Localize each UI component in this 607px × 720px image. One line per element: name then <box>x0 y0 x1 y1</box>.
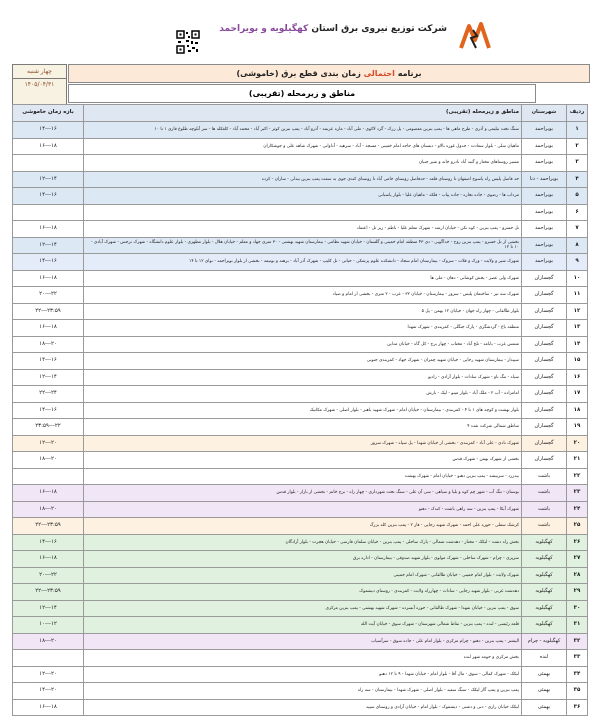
row-city: گچساران <box>522 402 567 419</box>
row-time-range: ۲۲---۲۳:۵۹ <box>13 584 84 601</box>
row-city: گچساران <box>522 386 567 403</box>
row-city: بویراحمد <box>522 237 567 254</box>
row-time-range <box>13 155 84 172</box>
row-areas: بوستان - تنگ آب - شهر چم کوه و بلیا و سیاهی - سی آن علی - سنگ تخت شهرداری - چهار راه - برج خاتم - بخشی از بازار - بلوار قدس <box>84 485 522 502</box>
row-areas: سپیدار - بیمارستان شهید رجایی - خیابان شهید چمران - شهرک جهاد - کمربندی جنوبی <box>84 353 522 370</box>
row-number: ۱۵ <box>567 353 588 370</box>
table-row <box>13 584 588 601</box>
row-areas: سیاه - تنگ ناو - شهرک سادات - بلوار آزادی - رادیو <box>84 369 522 386</box>
row-number: ۳ <box>567 155 588 172</box>
row-areas: بخشی از شهرک بهمن - شهرک قدس <box>84 452 522 469</box>
row-city: بویراحمد <box>522 254 567 271</box>
row-areas: پمپ بنزین و پمپ گاز لیکک - سنگ سفید - بلوار اصلی - شهرک شهدا - بیمارستان - سه راه <box>84 683 522 700</box>
row-city: بویراحمد <box>522 204 567 221</box>
row-city: باشت <box>522 485 567 502</box>
row-number: ۳۲ <box>567 633 588 650</box>
row-city: بویراحمد <box>522 138 567 155</box>
row-time-range: ۱۶---۱۸ <box>13 699 84 716</box>
row-time-range: ۱۴---۱۶ <box>13 534 84 551</box>
row-number: ۳۶ <box>567 699 588 716</box>
row-areas: حد فاصل پلیس راه پاسوج اصفهان تا روستای قلعه - حدفاصل روستای خامی آباد تا روستای کندی جوی به سمت پمپ بنزین بیدلی - ساران - کرده <box>84 171 522 188</box>
row-areas: تل خسرو - پمپ بنزین - کوه نکن - خیابان ارشد - شهرک معلم علیا - ناظم - زیر تل - اعتماد <box>84 221 522 238</box>
table-row <box>13 320 588 337</box>
row-number: ۱۶ <box>567 369 588 386</box>
row-areas: منطقه یاغ - گردشگری - پارک جنگلی - کمربندی - شهرک شهدا <box>84 320 522 337</box>
row-time-range: ۱۲---۱۴ <box>13 237 84 254</box>
row-areas: شهرک آبکا - پمپ بنزین - سه راهی باشت - کندک - دهنو <box>84 501 522 518</box>
row-time-range: ۱۶---۱۸ <box>13 270 84 287</box>
row-number: ۹ <box>567 254 588 271</box>
table-row <box>13 221 588 238</box>
header <box>0 0 607 62</box>
row-number: ۳۱ <box>567 617 588 634</box>
company-name-highlight: کهگیلویه و بویراحمد <box>219 24 309 34</box>
header-city: شهرستان <box>522 105 567 122</box>
row-city: کهگیلویه <box>522 617 567 634</box>
row-city: کهگیلویه - چرام <box>522 633 567 650</box>
row-areas: شهرک سه تیر - ساختمان پلیس - سرور - بیمارستان - خیابان ۳۲ - عرب - ۲ متری - بخشی از امام و صیاد <box>84 287 522 304</box>
row-number: ۲۹ <box>567 584 588 601</box>
table-row <box>13 402 588 419</box>
row-time-range: ۱۸---۲۰ <box>13 452 84 469</box>
row-areas: بخشی از تل خسرو - پمپ بنزین روح - خداگویی - دی ۴۳ منطقه امام خمینی و گلستان - خیابان شهید نظامی - بیمارستان شهید بهشتی - ۳۰ متری جهاد و معلم - خیابان هلال - بلوار مطهری - بلوار علوم دانشگاه - شهرک نرجس - شهرک آبادی - ۱۰ تا ۱۲ <box>84 237 522 254</box>
table-row <box>13 683 588 700</box>
row-city: کهگیلویه <box>522 584 567 601</box>
table-row <box>13 122 588 139</box>
row-city: باشت <box>522 468 567 485</box>
row-city: گچساران <box>522 287 567 304</box>
weekday-label: چهار شنبه <box>13 65 66 79</box>
row-areas: بخش مرکزی و حومه شهر لنده <box>84 650 522 667</box>
row-time-range: ۲۲---۲۳:۵۹ <box>13 303 84 320</box>
row-time-range: ۱۲---۲۰ <box>13 666 84 683</box>
row-areas: امامزاده - آب ۲ - ملک آباد - بلوار مینو - لیک - بارش <box>84 386 522 403</box>
row-city: گچساران <box>522 435 567 452</box>
row-time-range: ۱۸---۲۰ <box>13 633 84 650</box>
row-city: کهگیلویه <box>522 600 567 617</box>
row-time-range: ۱۶---۱۸ <box>13 138 84 155</box>
table-row <box>13 303 588 320</box>
row-city: بهمئی <box>522 666 567 683</box>
row-time-range: ۲۳:۵۹---۲۲ <box>13 419 84 436</box>
table-row <box>13 666 588 683</box>
row-number: ۱ <box>567 122 588 139</box>
row-number: ۶ <box>567 204 588 221</box>
row-areas: مناطق شمالی شرکت نفت ۴ <box>84 419 522 436</box>
row-number: ۱۰ <box>567 270 588 287</box>
row-number: ۱۲ <box>567 303 588 320</box>
row-number: ۱۸ <box>567 402 588 419</box>
table-row <box>13 485 588 502</box>
row-number: ۵ <box>567 188 588 205</box>
row-number: ۱۱ <box>567 287 588 304</box>
row-number: ۱۷ <box>567 386 588 403</box>
row-number: ۲۲ <box>567 468 588 485</box>
table-row <box>13 534 588 551</box>
row-time-range <box>13 204 84 221</box>
table-row <box>13 171 588 188</box>
row-city: گچساران <box>522 320 567 337</box>
row-areas: ماهیان سلی - بلوار سعادت - جدول غوره بالاو - دبستان های حاجه امام خمینی - مسجد - آباد - سرهیه - آداوانی - شهرک شاهد علی و جوشکاران <box>84 138 522 155</box>
areas-title: مناطق و زیرمحله (تقریبی) <box>68 84 536 103</box>
company-name-prefix: شرکت توزیع نیروی برق استان <box>311 24 447 34</box>
row-number: ۷ <box>567 221 588 238</box>
row-number: ۲۷ <box>567 551 588 568</box>
row-city: گچساران <box>522 419 567 436</box>
row-number: ۳۰ <box>567 600 588 617</box>
row-areas: مسیر روستاهای مختار و گنبد آباد نادرو خانه و شیر جنبان <box>84 155 522 172</box>
table-row <box>13 155 588 172</box>
row-city: بهمئی <box>522 683 567 700</box>
table-row <box>13 336 588 353</box>
row-city: بویراحمد <box>522 122 567 139</box>
row-city: بهمئی <box>522 699 567 716</box>
table-row <box>13 518 588 535</box>
schedule-table-wrapper <box>12 104 588 716</box>
program-title <box>68 64 590 83</box>
row-city: گچساران <box>522 452 567 469</box>
program-title-suffix: زمان بندی قطع برق (خاموشی) <box>236 69 361 78</box>
row-areas <box>84 204 522 221</box>
row-time-range: ۱۸---۲۰ <box>13 501 84 518</box>
row-areas: سوق - پمپ بنزین - خیابان شهدا - شهرک طالقانی - حوزه آبسرده - شهرک شهید بهشتی - پمپ بنزین مرکزی <box>84 600 522 617</box>
row-time-range: ۱۴---۱۶ <box>13 353 84 370</box>
table-row <box>13 204 588 221</box>
row-areas: بیدزرد - سربیشه - پمپ بنزین دهنو - خیابان امام - شهرک بهشت <box>84 468 522 485</box>
row-city: باشت <box>522 518 567 535</box>
table-row <box>13 452 588 469</box>
row-city: کهگیلویه <box>522 551 567 568</box>
row-time-range: ۱۴---۱۶ <box>13 402 84 419</box>
table-row <box>13 567 588 584</box>
row-city: کهگیلویه <box>522 534 567 551</box>
table-row <box>13 699 588 716</box>
row-areas: مرداب ها - رضوی - جاده تجاره - جاده پیاب - فلکه - ماهیان علیا - بلوار پاسبانی <box>84 188 522 205</box>
qr-code-icon <box>176 30 200 54</box>
row-number: ۱۴ <box>567 336 588 353</box>
row-number: ۲۱ <box>567 452 588 469</box>
row-time-range <box>13 468 84 485</box>
table-header-row <box>13 105 588 122</box>
table-row <box>13 419 588 436</box>
row-city: گچساران <box>522 353 567 370</box>
row-number: ۲۴ <box>567 501 588 518</box>
row-areas: کرشک سفلی - حوزه علی احمد - شهرک شهید رجایی - فاز ۲ - پمپ بنزین کله بزرگ <box>84 518 522 535</box>
table-row <box>13 386 588 403</box>
row-time-range: ۱۴---۲۰ <box>13 683 84 700</box>
row-areas: سرپری - چرام - شهرک ساحلی - شهرک مولوی - بلوار شهید صدوقی - بیمارستان - اداره برق <box>84 551 522 568</box>
table-row <box>13 650 588 667</box>
row-time-range: ۱۴---۱۶ <box>13 254 84 271</box>
schedule-table <box>12 104 588 716</box>
row-city: گچساران <box>522 303 567 320</box>
row-areas: بلوار طالقانی - چهار راه جهان - خیابان ۱۲ بهمن - پل ۵ <box>84 303 522 320</box>
table-row <box>13 270 588 287</box>
row-areas: شهرک شیر و ولایت - ورک و قلات - سروک - بیمارستان امام سجاد - دانشکده علوم پزشکی - حیاتی - تل کلیپ - شهرک آذر آباد - برهنه و بوتیمه - بخشی از بلوار بویراحمد - نوای ۱۲ تا ۱۴ <box>84 254 522 271</box>
row-city: گچساران <box>522 270 567 287</box>
row-areas: الیشتر - پمپ بنزین - دهنو - چرام مرکزی - بلوار امام علی - جاده سوق - سرآسیاب <box>84 633 522 650</box>
table-row <box>13 188 588 205</box>
row-areas: شهرک ولایت - بلوار امام خمینی - خیابان طالقانی - شهرک امام خمینی <box>84 567 522 584</box>
row-time-range: ۱۸---۲۰ <box>13 336 84 353</box>
table-row <box>13 353 588 370</box>
row-number: ۳۵ <box>567 683 588 700</box>
row-time-range: ۱۶---۱۸ <box>13 485 84 502</box>
power-company-logo-icon <box>455 18 495 54</box>
row-city: گچساران <box>522 369 567 386</box>
header-row-number: ردیف <box>567 105 588 122</box>
row-areas: شهرک ولی عصر - بخش کوشانی - دهان - ملی ها <box>84 270 522 287</box>
table-row <box>13 138 588 155</box>
program-title-prefix: برنامه <box>397 69 422 78</box>
row-time-range: ۱۲---۱۴ <box>13 369 84 386</box>
row-city: بویراحمد - دنا <box>522 171 567 188</box>
table-row <box>13 468 588 485</box>
row-number: ۱۳ <box>567 320 588 337</box>
row-number: ۲۶ <box>567 534 588 551</box>
row-areas: لیکک - شهرک کمالی - سوق - مال آقا - بلوار امام - خیابان شهدا - ۹ تا ۱۲ دهنو <box>84 666 522 683</box>
row-number: ۲۰ <box>567 435 588 452</box>
header-areas: مناطق و زیرمحله (تقریبی) <box>84 105 522 122</box>
table-body <box>13 122 588 716</box>
row-number: ۲۳ <box>567 485 588 502</box>
row-number: ۱۹ <box>567 419 588 436</box>
row-areas: شهرک نادی - علی آباد - کمربندی - بخشی از خیابان شهدا - پل سپاه - شهرک سرور <box>84 435 522 452</box>
row-areas: سنگ تخت نیلیمی و آذری - طرح ماهی ها - پمپ بنزین معصومی - پل زرک - گرد لاکوی - ملی آباد - مازه عزیمه - آذرو آباد - پمپ بنزین کوثر - اکبر آباد - محمد آباد - کلغکله ها - سر آبلوچه طلوع قاری ۱ تا ۱۰ <box>84 122 522 139</box>
date-label: ۱۴۰۵/۰۴/۳۱ <box>24 81 55 88</box>
row-city: کهگیلویه <box>522 567 567 584</box>
row-areas: قلعه رئیسی - لنده - پمپ بنزین - نقاط شمالی شهرستان - شهرک سوق - خیابان آیت الله <box>84 617 522 634</box>
row-city: بویراحمد <box>522 221 567 238</box>
row-areas: بلوار بهشت و کوچه های ۱ تا ۴ - کمربندی - بیمارستان - خیابان امام - شهرک شهید باهنر - بلوار اصلی - شهرک مکانیک <box>84 402 522 419</box>
row-city: باشت <box>522 501 567 518</box>
row-time-range: ۲۰---۲۲ <box>13 287 84 304</box>
table-row <box>13 435 588 452</box>
program-title-highlight: احتمالی <box>363 69 395 78</box>
table-row <box>13 287 588 304</box>
table-row <box>13 617 588 634</box>
row-time-range: ۱۶---۱۸ <box>13 551 84 568</box>
row-time-range: ۲۰---۲۲ <box>13 567 84 584</box>
table-row <box>13 633 588 650</box>
row-time-range: ۱۴---۱۶ <box>13 188 84 205</box>
table-row <box>13 501 588 518</box>
row-time-range: ۱۴---۱۶ <box>13 122 84 139</box>
header-time-range: بازه زمان خاموشی <box>13 105 84 122</box>
row-city: گچساران <box>522 336 567 353</box>
row-number: ۲ <box>567 138 588 155</box>
row-areas: لیکک خیابان رازی - دنی و دشتی - دیشموک - بلوار امام - خیابان آزادی و روستای سپید <box>84 699 522 716</box>
row-number: ۸ <box>567 237 588 254</box>
table-row <box>13 254 588 271</box>
row-time-range: ۱۶---۱۸ <box>13 320 84 337</box>
row-city: بویراحمد <box>522 188 567 205</box>
row-number: ۲۸ <box>567 567 588 584</box>
row-city: لنده <box>522 650 567 667</box>
row-time-range: ۱۲---۲۰ <box>13 435 84 452</box>
row-time-range: ۱۲---۱۴ <box>13 600 84 617</box>
table-row <box>13 600 588 617</box>
row-time-range: ۱۶---۱۸ <box>13 221 84 238</box>
row-time-range: ۱۲---۱۴ <box>13 171 84 188</box>
row-areas: دهدشت غربی - بلوار شهید رجایی - سادات - چهارراه ولایت - کمربندی - روستای دیشموک <box>84 584 522 601</box>
date-box <box>12 64 67 106</box>
row-number: ۳۴ <box>567 666 588 683</box>
row-number: ۴ <box>567 171 588 188</box>
row-time-range: ۲۲---۲۴ <box>13 386 84 403</box>
company-name <box>219 24 447 34</box>
row-time-range: ۲۲---۲۳:۵۹ <box>13 518 84 535</box>
row-areas: بخش راه دشت - لیکک - مختار - دهدشت شمالی - پارک ساحلی - پمپ بنزین - خیابان سلمان فارسی - خیابان هجرت - بلوار آزادگان <box>84 534 522 551</box>
row-city: بویراحمد <box>522 155 567 172</box>
row-time-range: ۱۰---۱۲ <box>13 617 84 634</box>
table-row <box>13 551 588 568</box>
table-row <box>13 369 588 386</box>
row-number: ۲۵ <box>567 518 588 535</box>
table-row <box>13 237 588 254</box>
row-areas: شمس عرب - بابامد - تلخ آباد - مختاب - چهار برج - کل گاه - خیابان مداین <box>84 336 522 353</box>
row-time-range <box>13 650 84 667</box>
row-number: ۳۳ <box>567 650 588 667</box>
